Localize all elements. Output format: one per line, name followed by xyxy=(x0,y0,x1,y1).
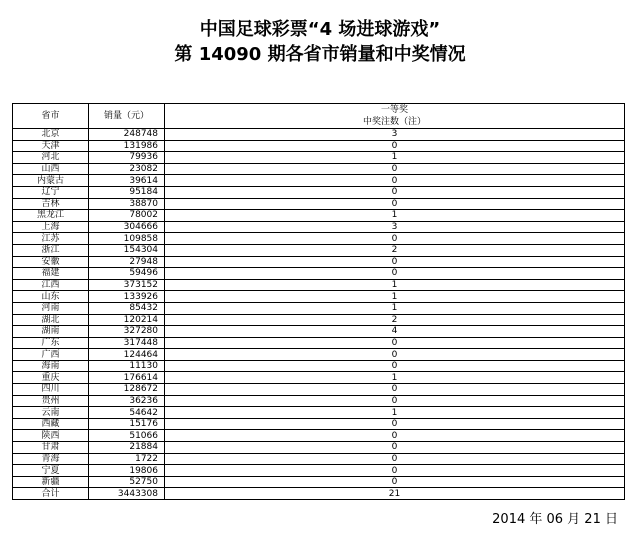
sales-cell: 248748 xyxy=(89,129,165,141)
sales-cell: 79936 xyxy=(89,152,165,164)
winners-cell: 0 xyxy=(165,349,625,361)
sales-cell: 131986 xyxy=(89,140,165,152)
province-cell: 宁夏 xyxy=(13,465,89,477)
winners-cell: 1 xyxy=(165,291,625,303)
province-cell: 山西 xyxy=(13,163,89,175)
table-row xyxy=(13,163,625,175)
winners-cell: 1 xyxy=(165,302,625,314)
table-row xyxy=(13,337,625,349)
province-cell: 山东 xyxy=(13,291,89,303)
table-row xyxy=(13,372,625,384)
table-header xyxy=(13,104,625,129)
sales-cell: 21884 xyxy=(89,442,165,454)
table-row xyxy=(13,268,625,280)
table-row xyxy=(13,360,625,372)
table-row xyxy=(13,488,625,500)
table-row xyxy=(13,314,625,326)
table-body xyxy=(13,129,625,500)
sales-cell: 3443308 xyxy=(89,488,165,500)
province-cell: 河北 xyxy=(13,152,89,164)
winners-cell: 2 xyxy=(165,244,625,256)
sales-table xyxy=(12,103,625,500)
winners-cell: 3 xyxy=(165,129,625,141)
province-cell: 青海 xyxy=(13,453,89,465)
winners-cell: 0 xyxy=(165,395,625,407)
sales-cell: 54642 xyxy=(89,407,165,419)
header-province: 省市 xyxy=(13,104,89,129)
sales-cell: 59496 xyxy=(89,268,165,280)
province-cell: 广西 xyxy=(13,349,89,361)
winners-cell: 0 xyxy=(165,430,625,442)
table-row xyxy=(13,465,625,477)
table-row xyxy=(13,302,625,314)
province-cell: 新疆 xyxy=(13,476,89,488)
sales-cell: 176614 xyxy=(89,372,165,384)
province-cell: 内蒙古 xyxy=(13,175,89,187)
table-row xyxy=(13,384,625,396)
header-prize-group: 一等奖 xyxy=(165,104,625,117)
sales-cell: 39614 xyxy=(89,175,165,187)
table-row xyxy=(13,395,625,407)
province-cell: 云南 xyxy=(13,407,89,419)
sales-cell: 154304 xyxy=(89,244,165,256)
province-cell: 贵州 xyxy=(13,395,89,407)
winners-cell: 0 xyxy=(165,465,625,477)
winners-cell: 0 xyxy=(165,163,625,175)
sales-cell: 51066 xyxy=(89,430,165,442)
winners-cell: 2 xyxy=(165,314,625,326)
sales-cell: 124464 xyxy=(89,349,165,361)
province-cell: 福建 xyxy=(13,268,89,280)
winners-cell: 0 xyxy=(165,384,625,396)
province-cell: 湖北 xyxy=(13,314,89,326)
header-sales: 销量（元） xyxy=(89,104,165,129)
table-row xyxy=(13,198,625,210)
sales-cell: 78002 xyxy=(89,210,165,222)
province-cell: 河南 xyxy=(13,302,89,314)
winners-cell: 0 xyxy=(165,175,625,187)
province-cell: 天津 xyxy=(13,140,89,152)
sales-cell: 133926 xyxy=(89,291,165,303)
sales-cell: 109858 xyxy=(89,233,165,245)
winners-cell: 1 xyxy=(165,372,625,384)
winners-cell: 0 xyxy=(165,233,625,245)
sales-cell: 38870 xyxy=(89,198,165,210)
winners-cell: 1 xyxy=(165,407,625,419)
winners-cell: 0 xyxy=(165,186,625,198)
sales-cell: 19806 xyxy=(89,465,165,477)
province-cell: 上海 xyxy=(13,221,89,233)
winners-cell: 1 xyxy=(165,152,625,164)
table-row xyxy=(13,221,625,233)
sales-cell: 327280 xyxy=(89,326,165,338)
province-cell: 合计 xyxy=(13,488,89,500)
table-row xyxy=(13,210,625,222)
sales-cell: 27948 xyxy=(89,256,165,268)
sales-cell: 23082 xyxy=(89,163,165,175)
sales-cell: 85432 xyxy=(89,302,165,314)
winners-cell: 0 xyxy=(165,453,625,465)
report-date: 2014 年 06 月 21 日 xyxy=(492,512,618,527)
winners-cell: 21 xyxy=(165,488,625,500)
province-cell: 广东 xyxy=(13,337,89,349)
sales-cell: 373152 xyxy=(89,279,165,291)
table-row xyxy=(13,430,625,442)
sales-cell: 317448 xyxy=(89,337,165,349)
table-row xyxy=(13,152,625,164)
table-row xyxy=(13,140,625,152)
sales-cell: 52750 xyxy=(89,476,165,488)
province-cell: 湖南 xyxy=(13,326,89,338)
province-cell: 黑龙江 xyxy=(13,210,89,222)
winners-cell: 0 xyxy=(165,140,625,152)
table-row xyxy=(13,349,625,361)
table-row xyxy=(13,256,625,268)
table-row xyxy=(13,442,625,454)
province-cell: 重庆 xyxy=(13,372,89,384)
winners-cell: 3 xyxy=(165,221,625,233)
title-line-1: 中国足球彩票“4 场进球游戏” xyxy=(199,19,441,40)
winners-cell: 0 xyxy=(165,337,625,349)
province-cell: 浙江 xyxy=(13,244,89,256)
province-cell: 西藏 xyxy=(13,418,89,430)
table-row xyxy=(13,279,625,291)
table-row xyxy=(13,129,625,141)
winners-cell: 0 xyxy=(165,198,625,210)
province-cell: 安徽 xyxy=(13,256,89,268)
province-cell: 吉林 xyxy=(13,198,89,210)
sales-cell: 95184 xyxy=(89,186,165,198)
province-cell: 江苏 xyxy=(13,233,89,245)
province-cell: 陕西 xyxy=(13,430,89,442)
table-row xyxy=(13,233,625,245)
header-prize-count: 中奖注数（注） xyxy=(165,116,625,129)
province-cell: 辽宁 xyxy=(13,186,89,198)
sales-cell: 128672 xyxy=(89,384,165,396)
winners-cell: 0 xyxy=(165,256,625,268)
title-line-2: 第 14090 期各省市销量和中奖情况 xyxy=(174,44,466,65)
sales-cell: 1722 xyxy=(89,453,165,465)
table-row xyxy=(13,418,625,430)
winners-cell: 0 xyxy=(165,476,625,488)
province-cell: 北京 xyxy=(13,129,89,141)
province-cell: 甘肃 xyxy=(13,442,89,454)
province-cell: 江西 xyxy=(13,279,89,291)
winners-cell: 1 xyxy=(165,210,625,222)
sales-cell: 120214 xyxy=(89,314,165,326)
sales-cell: 15176 xyxy=(89,418,165,430)
province-cell: 海南 xyxy=(13,360,89,372)
winners-cell: 4 xyxy=(165,326,625,338)
sales-cell: 304666 xyxy=(89,221,165,233)
winners-cell: 1 xyxy=(165,279,625,291)
winners-cell: 0 xyxy=(165,268,625,280)
winners-cell: 0 xyxy=(165,418,625,430)
sales-cell: 11130 xyxy=(89,360,165,372)
table-row xyxy=(13,326,625,338)
sales-cell: 36236 xyxy=(89,395,165,407)
table-row xyxy=(13,476,625,488)
table-row xyxy=(13,453,625,465)
table-row xyxy=(13,291,625,303)
winners-cell: 0 xyxy=(165,360,625,372)
province-cell: 四川 xyxy=(13,384,89,396)
winners-cell: 0 xyxy=(165,442,625,454)
table-row xyxy=(13,407,625,419)
table-row xyxy=(13,175,625,187)
table-row xyxy=(13,186,625,198)
table-row xyxy=(13,244,625,256)
